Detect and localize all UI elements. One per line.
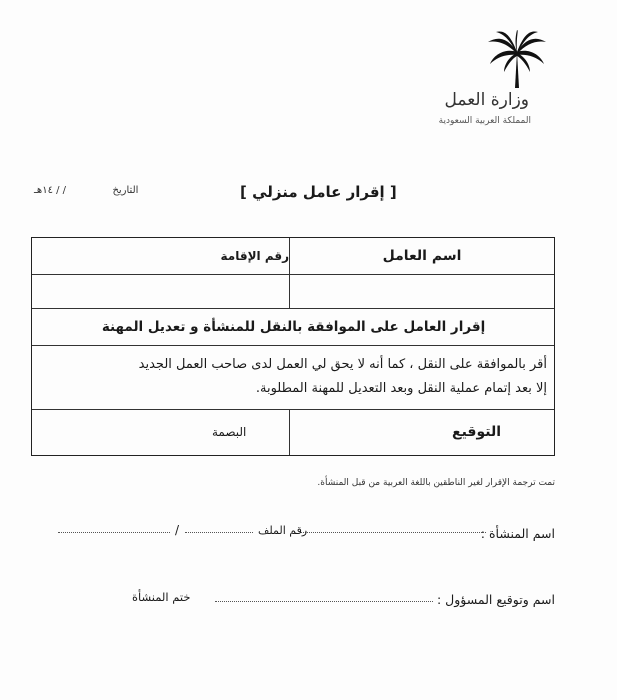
date-value: / / ١٤هـ <box>34 185 67 196</box>
date-label: التاريخ <box>112 185 139 196</box>
declaration-title: إقرار العامل على الموافقة بالنقل للمنشأة و تعديل المهنة <box>101 318 486 335</box>
establishment-name-field[interactable] <box>300 532 486 533</box>
worker-name-header: اسم العامل <box>382 248 462 264</box>
file-number-label: رقم الملف <box>258 524 308 537</box>
worker-name-field[interactable] <box>289 274 555 308</box>
ministry-name: وزارة العمل <box>444 90 529 110</box>
responsible-signature-field[interactable] <box>215 601 433 602</box>
stamp-label: ختم المنشأة <box>132 590 191 604</box>
file-number-field-2[interactable] <box>185 532 253 533</box>
fingerprint-label: البصمة <box>212 425 247 439</box>
translation-note: تمت ترجمة الإقرار لغير الناطقين باللغة العربية من قبل المنشأة. <box>317 478 555 488</box>
fingerprint-field[interactable] <box>32 409 210 455</box>
file-number-field-1[interactable] <box>58 532 170 533</box>
date-row <box>34 185 138 196</box>
iqama-number-field[interactable] <box>32 274 289 308</box>
iqama-number-header: رقم الإقامة <box>220 249 289 263</box>
declaration-line-1: أقر بالموافقة على النقل ، كما أنه لا يحق لي العمل لدى صاحب العمل الجديد <box>138 357 547 372</box>
signature-label: التوقيع <box>452 424 501 440</box>
document-title: [ إقرار عامل منزلي ] <box>240 183 397 201</box>
palm-tree-icon <box>486 30 548 90</box>
declaration-table <box>31 237 555 456</box>
establishment-name-label: اسم المنشأة : <box>480 526 555 541</box>
declaration-body <box>42 345 547 409</box>
declaration-line-2: إلا بعد إتمام عملية النقل وبعد التعديل للمهنة المطلوبة. <box>255 381 547 396</box>
file-number-separator: / <box>175 523 180 537</box>
signature-field[interactable] <box>289 409 449 455</box>
kingdom-name: المملكة العربية السعودية <box>438 116 531 126</box>
responsible-label: اسم وتوقيع المسؤول : <box>436 592 555 607</box>
